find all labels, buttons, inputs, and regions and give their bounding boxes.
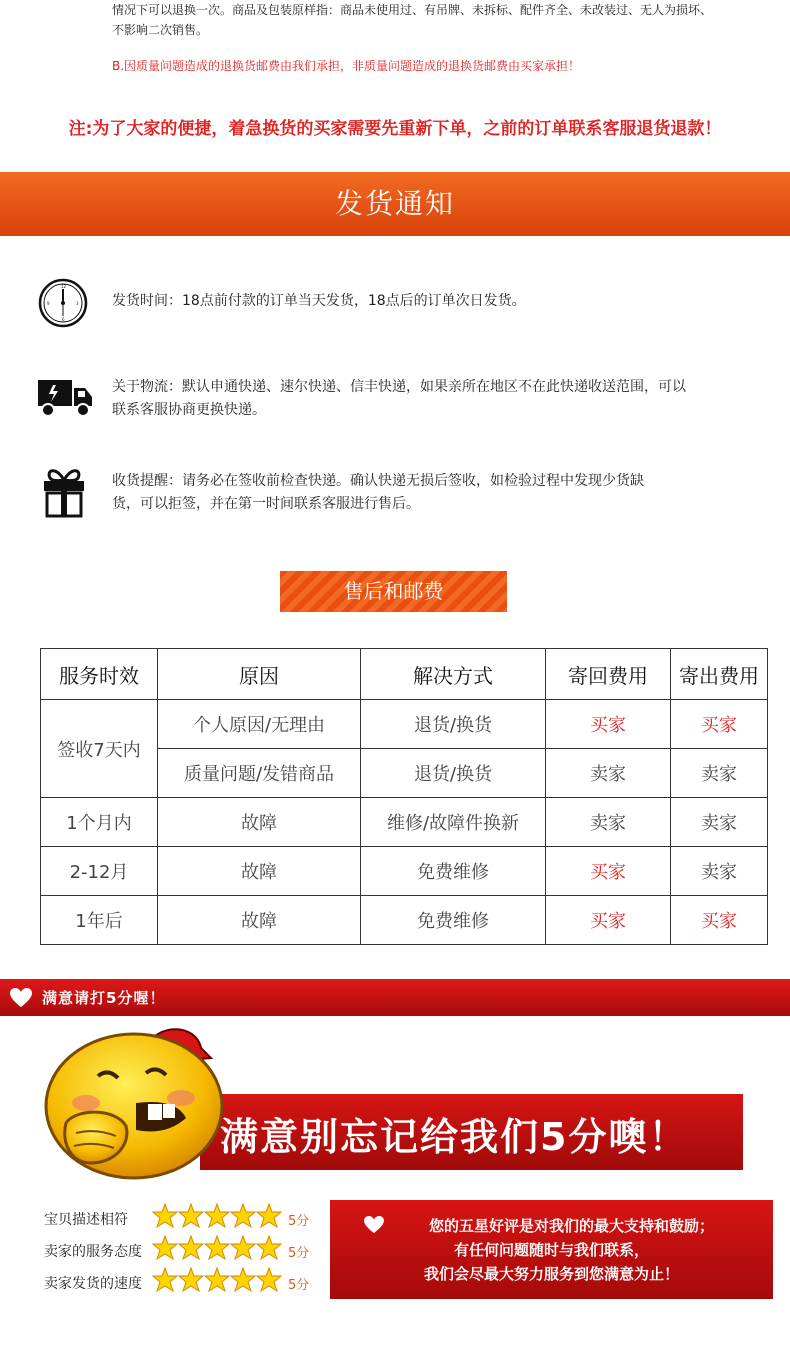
cell-reason: 故障: [158, 847, 361, 896]
shipping-time-line: 发货时间：18点前付款的订单当天发货，18点后的订单次日发货。: [112, 293, 526, 309]
svg-text:6: 6: [62, 317, 65, 322]
header-solution: 解决方式: [361, 649, 546, 700]
receive-line-1: 收货提醒：请务必在签收前检查快递。确认快递无损后签收，如检验过程中发现少货缺: [112, 473, 644, 489]
heart-icon: [364, 1216, 384, 1234]
after-sales-banner: 售后和邮费: [280, 571, 507, 612]
cell-period: 1年后: [41, 896, 158, 945]
rating-score: 5分: [288, 1278, 310, 1293]
heart-icon: [10, 988, 32, 1008]
rebuy-notice: 注:为了大家的便捷，着急换货的买家需要先重新下单，之前的订单联系客服退货退款！: [68, 119, 722, 139]
shipping-item-receive: [38, 466, 778, 520]
star-row: [152, 1235, 284, 1265]
cell-solution: 退货/换货: [361, 700, 546, 749]
cell-send-fee: 卖家: [671, 749, 768, 798]
stars-icon: [152, 1267, 284, 1293]
cell-return-fee: 买家: [546, 700, 671, 749]
cell-period: 1个月内: [41, 798, 158, 847]
rating-score: 5分: [288, 1214, 310, 1229]
header-reason: 原因: [158, 649, 361, 700]
gift-icon: [42, 466, 86, 518]
cell-reason: 个人原因/无理由: [158, 700, 361, 749]
table-row: [41, 896, 768, 945]
policy-line-1: 情况下可以退换一次。商品及包装原样指：商品未使用过、有吊牌、未拆标、配件齐全、未改装过、无人为损坏、: [112, 3, 713, 17]
policy-note-b: B.因质量问题造成的退换货邮费由我们承担，非质量问题造成的退换货邮费由买家承担！: [112, 59, 581, 73]
shipping-item-time: [38, 276, 778, 330]
cell-return-fee: 卖家: [546, 749, 671, 798]
cell-send-fee: 买家: [671, 896, 768, 945]
cell-solution: 退货/换货: [361, 749, 546, 798]
policy-text: [112, 0, 772, 76]
star-row: [152, 1203, 284, 1233]
rating-bar: [0, 979, 790, 1016]
receive-text: [112, 470, 644, 516]
review-line-1: 您的五星好评是对我们的最大支持和鼓励；: [428, 1217, 714, 1235]
stars-icon: [152, 1203, 284, 1229]
clock-icon: [38, 278, 88, 328]
cell-return-fee: 买家: [546, 847, 671, 896]
rating-big-text: 满意别忘记给我们5分噢！: [220, 1115, 689, 1159]
shipping-item-logistics: [38, 374, 778, 424]
cell-send-fee: 买家: [671, 700, 768, 749]
cell-send-fee: 卖家: [671, 798, 768, 847]
rating-big-banner: [200, 1094, 743, 1170]
shipping-banner: [0, 172, 790, 236]
table-header-row: [41, 649, 768, 700]
cell-period: 2-12月: [41, 847, 158, 896]
rating-label: 宝贝描述相符: [44, 1212, 128, 1228]
rating-label: 卖家的服务态度: [44, 1244, 142, 1260]
cell-solution: 维修/故障件换新: [361, 798, 546, 847]
policy-line-2: 不影响二次销售。: [112, 23, 209, 37]
table-row: [41, 847, 768, 896]
review-line-3: 我们会尽最大努力服务到您满意为止！: [423, 1265, 679, 1283]
rating-label: 卖家发货的速度: [44, 1276, 142, 1292]
review-line-2: 有任何问题随时与我们联系，: [453, 1241, 649, 1259]
review-message-box: [330, 1200, 773, 1299]
svg-text:3: 3: [76, 301, 79, 306]
stars-icon: [152, 1235, 284, 1261]
logistics-text: [112, 376, 686, 422]
svg-text:9: 9: [47, 301, 50, 306]
cell-period: 签收7天内: [41, 700, 158, 798]
table-row: [41, 700, 768, 749]
truck-icon: [38, 376, 94, 418]
cell-return-fee: 卖家: [546, 798, 671, 847]
cell-return-fee: 买家: [546, 896, 671, 945]
receive-line-2: 货，可以拒签，并在第一时间联系客服进行售后。: [112, 496, 420, 512]
star-row: [152, 1267, 284, 1297]
cell-reason: 质量问题/发错商品: [158, 749, 361, 798]
rating-bar-text: 满意请打5分喔！: [42, 989, 166, 1007]
cell-solution: 免费维修: [361, 896, 546, 945]
cell-solution: 免费维修: [361, 847, 546, 896]
header-send-fee: 寄出费用: [671, 649, 768, 700]
logistics-line-1: 关于物流：默认申通快递、速尔快递、信丰快递，如果亲所在地区不在此快递收送范围，可以: [112, 379, 686, 395]
smiley-mascot-icon: [36, 1018, 236, 1188]
header-period: 服务时效: [41, 649, 158, 700]
table-row: [41, 798, 768, 847]
cell-reason: 故障: [158, 896, 361, 945]
rating-score: 5分: [288, 1246, 310, 1261]
cell-send-fee: 卖家: [671, 847, 768, 896]
cell-reason: 故障: [158, 798, 361, 847]
shipping-time-text: [112, 290, 526, 313]
svg-text:12: 12: [61, 284, 67, 289]
after-sales-table: [40, 648, 768, 945]
header-return-fee: 寄回费用: [546, 649, 671, 700]
shipping-banner-title: 发货通知: [334, 187, 455, 220]
logistics-line-2: 联系客服协商更换快递。: [112, 402, 266, 418]
